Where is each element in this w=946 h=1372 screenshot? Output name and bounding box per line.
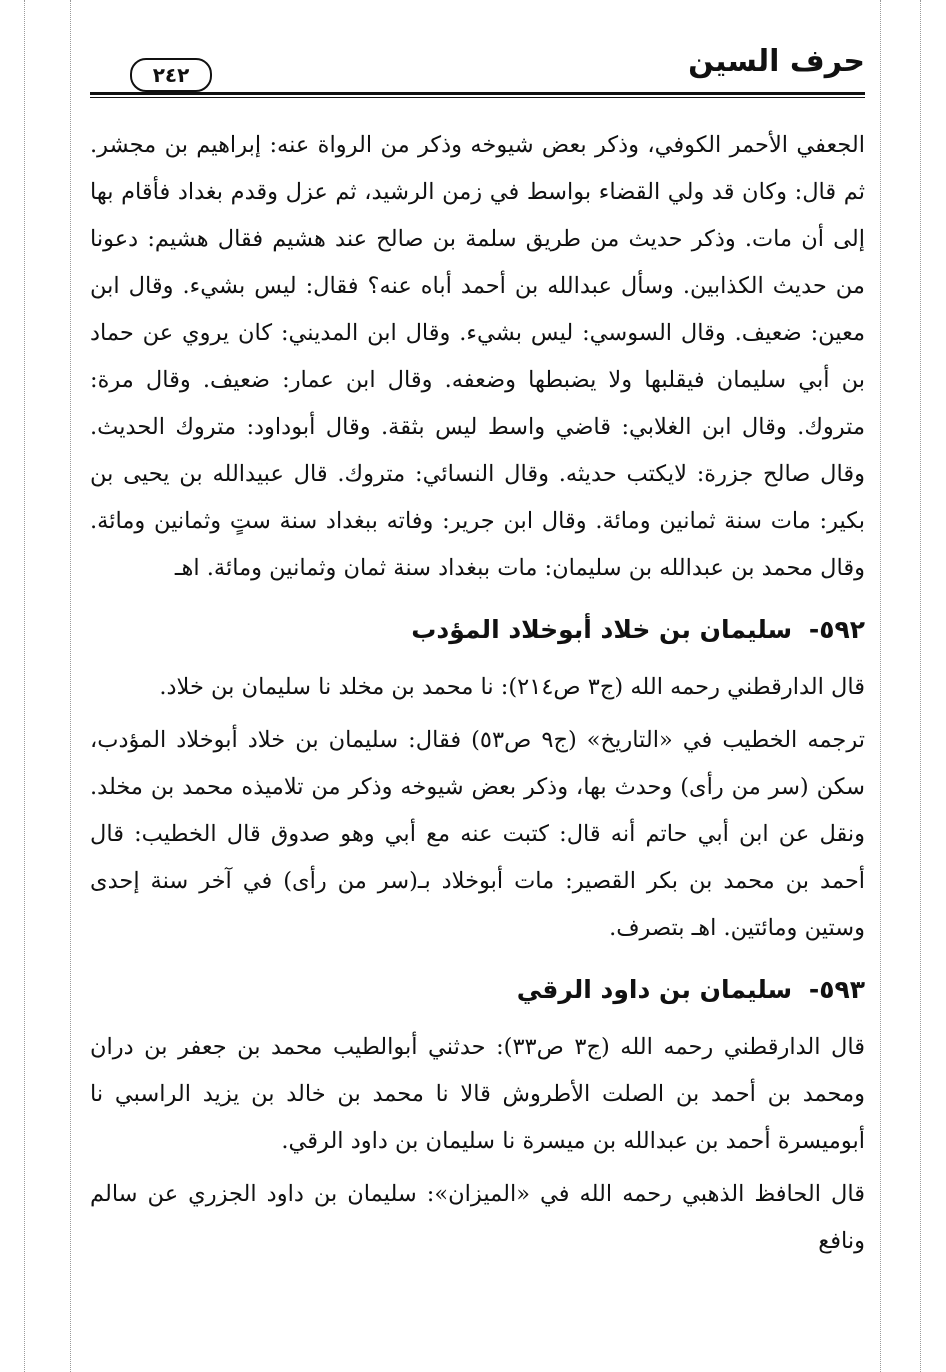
- paragraph-daraqutni-593: قال الدارقطني رحمه الله (ج٣ ص٣٣): حدثني أبوالطيب محمد بن جعفر بن دران ومحمد بن أحمد بن الصلت الأطروش قالا نا محمد بن خالد بن يزيد الراسبي نا أبوميسرة أحمد بن عبدالله بن ميسرة نا سليمان بن داود الرقي.: [90, 1034, 865, 1154]
- entry-heading-592: [90, 610, 865, 650]
- margin-guide-right: [920, 0, 921, 1372]
- book-page: [90, 40, 865, 1360]
- entry-heading-593: [90, 970, 865, 1010]
- margin-guide-right-inner: [880, 0, 881, 1372]
- page-number: ٢٤٢: [130, 58, 212, 92]
- entry-name: سليمان بن خلاد أبوخلاد المؤدب: [411, 615, 793, 644]
- paragraph-khatib-592: ترجمه الخطيب في «التاريخ» (ج٩ ص٥٣) فقال: سليمان بن خلاد أبوخلاد المؤدب، سكن (سر من رأى) وحدث بها، وذكر بعض شيوخه وذكر من تلاميذه محمد بن مخلد. ونقل عن ابن أبي حاتم أنه قال: كتبت عنه مع أبي وهو صدوق قال الخطيب: قال أحمد بن محمد بن بكر القصير: مات أبوخلاد بـ(سر من رأى) في آخر سنة إحدى وستين ومائتين. اهـ بتصرف.: [90, 727, 866, 941]
- page-header: [90, 40, 865, 100]
- paragraph-dhahabi-593: قال الحافظ الذهبي رحمه الله في «الميزان»: سليمان بن داود الجزري عن سالم ونافع: [90, 1181, 865, 1254]
- page-body: [90, 122, 865, 1265]
- chapter-title: حرف السين: [688, 44, 865, 79]
- paragraph-continuation: الجعفي الأحمر الكوفي، وذكر بعض شيوخه وذكر من الرواة عنه: إبراهيم بن مجشر. ثم قال: وكان قد ولي القضاء بواسط في زمن الرشيد، ثم عزل وقدم بغداد فأقام بها إلى أن مات. وذكر حديث من طريق سلمة بن صالح عند هشيم فقال هشيم: دعونا من حديث الكذابين. وسأل عبدالله بن أحمد أباه عنه؟ فقال: ليس بشيء. وقال ابن معين: ضعيف. وقال السوسي: ليس بشيء. وقال ابن المديني: كان يروي عن حماد بن أبي سليمان فيقلبها ولا يضبطها وضعفه. وقال ابن عمار: ضعيف. وقال مرة: متروك. وقال ابن الغلابي: قاضي واسط ليس بثقة. وقال أبوداود: متروك الحديث. وقال صالح جزرة: لايكتب حديثه. وقال النسائي: متروك. قال عبيدالله بن يحيى بن بكير: مات سنة ثمانين ومائة. وقال ابن جرير: وفاته ببغداد سنة ستٍ وثمانين ومائة. وقال محمد بن عبدالله بن سليمان: مات ببغداد سنة ثمان وثمانين ومائة. اهـ: [90, 132, 865, 581]
- entry-name: سليمان بن داود الرقي: [516, 975, 793, 1004]
- margin-guide-left-inner: [70, 0, 71, 1372]
- entry-number: ٥٩٣-: [808, 975, 865, 1004]
- entry-number: ٥٩٢-: [808, 615, 865, 644]
- paragraph-daraqutni-592: قال الدارقطني رحمه الله (ج٣ ص٢١٤): نا محمد بن مخلد نا سليمان بن خلاد.: [159, 674, 865, 700]
- header-rule: [90, 92, 865, 98]
- margin-guide-left: [24, 0, 25, 1372]
